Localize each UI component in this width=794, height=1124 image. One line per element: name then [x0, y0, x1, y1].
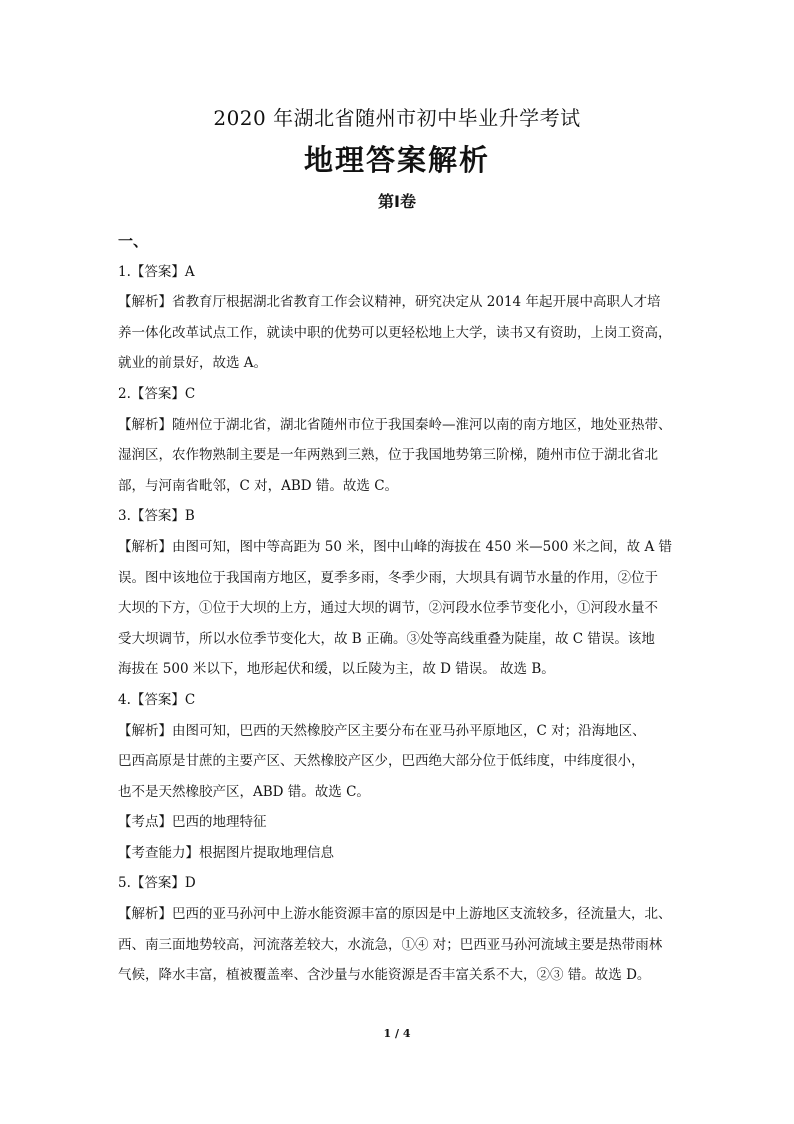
- explanation-line: 【解析】由图可知，巴西的天然橡胶产区主要分布在亚马孙平原地区，C 对；沿海地区、: [118, 722, 646, 739]
- explanation-line: 误。图中该地位于我国南方地区，夏季多雨，冬季少雨，大坝具有调节水量的作用，②位于: [118, 569, 658, 586]
- explanation-line: 【解析】巴西的亚马孙河中上游水能资源丰富的原因是中上游地区支流较多，径流量大，北、: [118, 906, 672, 923]
- explanation-line: 受大坝调节，所以水位季节变化大，故 B 正确。③处等高线重叠为陡崖，故 C 错误。该地: [118, 630, 655, 647]
- explanation-line: 气候，降水丰富，植被覆盖率、含沙量与水能资源是否丰富关系不大，②③ 错。故选 D。: [118, 967, 651, 984]
- exam-title: 2020 年湖北省随州市初中毕业升学考试: [213, 106, 581, 130]
- explanation-line: 就业的前景好，故选 A。: [118, 355, 268, 372]
- explanation-line: 【解析】由图可知，图中等高距为 50 米，图中山峰的海拔在 450 米—500 米之间，故 A 错: [118, 538, 672, 555]
- explanation-line: 巴西高原是甘蔗的主要产区、天然橡胶产区少，巴西绝大部分位于低纬度，中纬度很小，: [118, 753, 645, 770]
- explanation-line: 海拔在 500 米以下，地形起伏和缓，以丘陵为主，故 D 错误。 故选 B。: [118, 661, 555, 678]
- answer-line: 2.【答案】C: [118, 385, 196, 402]
- answer-list: [118, 257, 680, 991]
- explanation-line: 西、南三面地势较高，河流落差较大，水流急，①④ 对；巴西亚马孙河流域主要是热带雨林: [118, 936, 663, 953]
- answer-line: 4.【答案】C: [118, 691, 196, 708]
- explanation-line: 【考查能力】根据图片提取地理信息: [118, 844, 334, 861]
- section-heading: 一、: [118, 232, 149, 250]
- explanation-line: 部，与河南省毗邻，C 对，ABD 错。故选 C。: [118, 477, 399, 494]
- answer-line: 1.【答案】A: [118, 263, 195, 280]
- explanation-line: 养一体化改革试点工作，就读中职的优势可以更轻松地上大学，读书又有资助，上岗工资高，: [118, 324, 672, 341]
- explanation-line: 【考点】巴西的地理特征: [118, 814, 267, 831]
- explanation-line: 也不是天然橡胶产区，ABD 错。故选 C。: [118, 783, 370, 800]
- explanation-line: 【解析】随州位于湖北省，湖北省随州市位于我国秦岭—淮河以南的南方地区，地处亚热带、: [118, 416, 672, 433]
- volume-label: 第Ⅰ卷: [378, 192, 416, 211]
- explanation-line: 湿润区，农作物熟制主要是一年两熟到三熟，位于我国地势第三阶梯，随州市位于湖北省北: [118, 447, 658, 464]
- answer-content: [118, 226, 680, 991]
- explanation-line: 大坝的下方，①位于大坝的上方，通过大坝的调节，②河段水位季节变化小，①河段水量不: [118, 600, 658, 617]
- page-number: 1 / 4: [383, 1027, 411, 1040]
- answer-line: 3.【答案】B: [118, 508, 195, 525]
- document-subtitle: 地理答案解析: [303, 143, 490, 177]
- explanation-line: 【解析】省教育厅根据湖北省教育工作会议精神，研究决定从 2014 年起开展中高职人才培: [118, 294, 661, 311]
- answer-line: 5.【答案】D: [118, 875, 196, 892]
